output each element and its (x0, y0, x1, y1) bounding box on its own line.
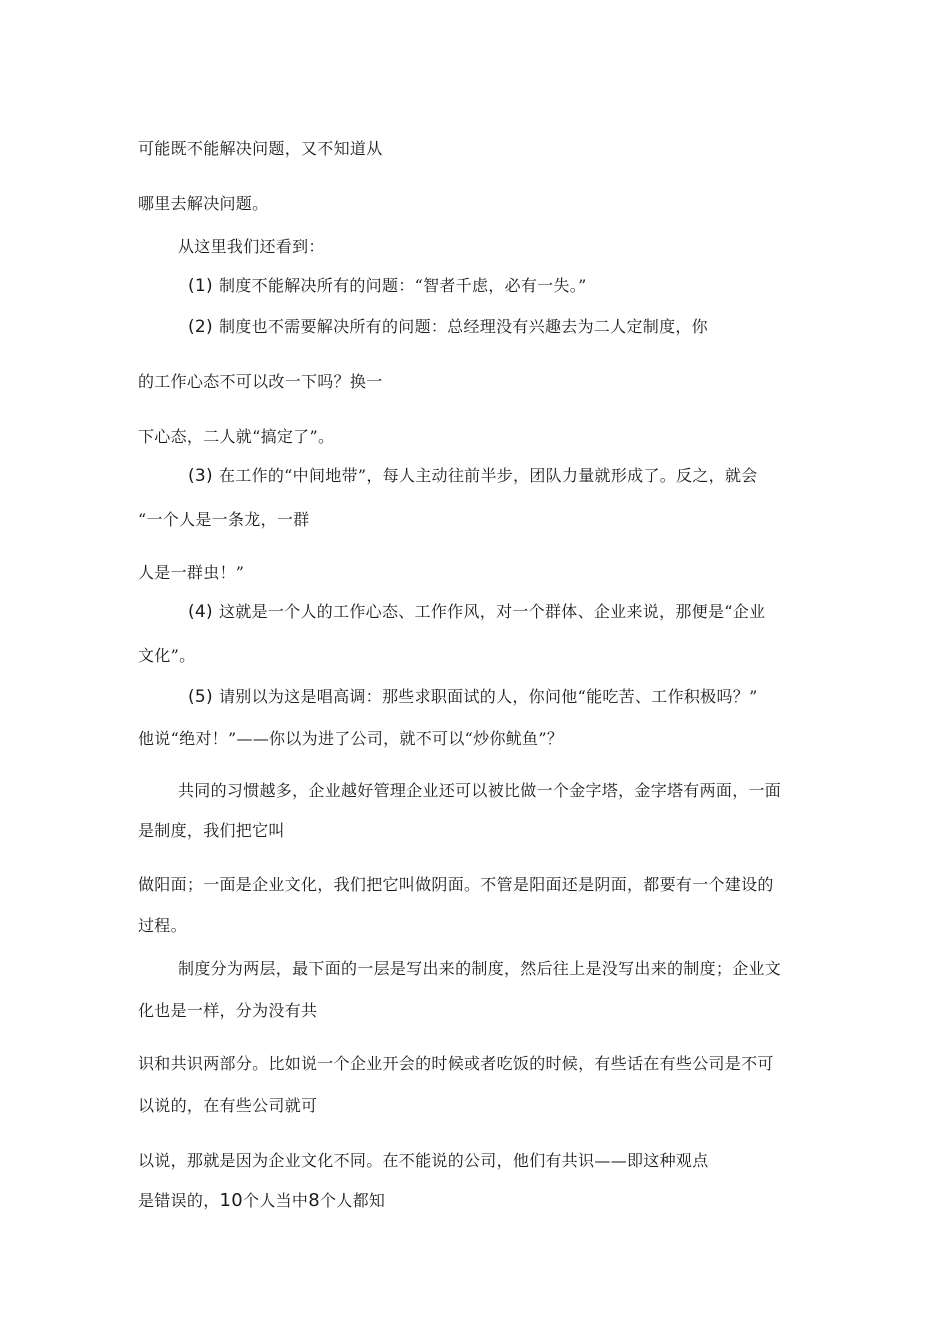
list-item-text: 制度也不需要解决所有的问题：总经理没有兴趣去为二人定制度，你 (218, 317, 708, 336)
text-segment: 是错误的， (138, 1191, 220, 1210)
text-line: 以说，那就是因为企业文化不同。在不能说的公司，他们有共识——即这种观点 (138, 1151, 709, 1170)
list-item (188, 686, 758, 708)
list-item (188, 601, 765, 623)
text-line: 以说的，在有些公司就可 (138, 1096, 318, 1115)
text-segment: 个人都知 (320, 1191, 386, 1210)
list-item (188, 316, 708, 338)
list-marker: (4) (188, 602, 213, 622)
text-line: 共同的习惯越多，企业越好管理企业还可以被比做一个金字塔，金字塔有两面，一面 (178, 781, 782, 800)
list-item (188, 465, 758, 487)
text-line: 从这里我们还看到： (178, 237, 325, 256)
text-line: 他说“绝对！”——你以为进了公司，就不可以“炒你鱿鱼”？ (138, 729, 564, 748)
number-eight: 8 (308, 1190, 320, 1211)
text-line: 人是一群虫！” (138, 563, 245, 582)
text-line: 化也是一样，分为没有共 (138, 1001, 318, 1020)
list-item-text: 这就是一个人的工作心态、工作作风，对一个群体、企业来说，那便是“企业 (218, 602, 766, 621)
number-ten: 10 (219, 1190, 244, 1211)
text-line: 下心态，二人就“搞定了”。 (138, 427, 335, 446)
list-item-text: 请别以为这是唱高调：那些求职面试的人，你问他“能吃苦、工作积极吗？” (218, 687, 758, 706)
text-line: 文化”。 (138, 646, 196, 665)
text-line: 过程。 (138, 916, 187, 935)
text-line: 是制度，我们把它叫 (138, 821, 285, 840)
text-line: “一个人是一条龙，一群 (138, 510, 310, 529)
list-item-text: 制度不能解决所有的问题：“智者千虑，必有一失。” (218, 276, 587, 295)
list-item (188, 275, 587, 297)
text-line: 的工作心态不可以改一下吗？换一 (138, 372, 383, 391)
list-marker: (3) (188, 466, 213, 486)
list-marker: (5) (188, 687, 213, 707)
list-item-text: 在工作的“中间地带”，每人主动往前半步，团队力量就形成了。反之，就会 (218, 466, 758, 485)
text-segment: 个人当中 (243, 1191, 309, 1210)
text-line: 识和共识两部分。比如说一个企业开会的时候或者吃饭的时候，有些话在有些公司是不可 (138, 1054, 774, 1073)
text-line: 哪里去解决问题。 (138, 194, 269, 213)
text-line: 可能既不能解决问题，又不知道从 (138, 139, 383, 158)
list-marker: (2) (188, 317, 213, 337)
text-line: 制度分为两层，最下面的一层是写出来的制度，然后往上是没写出来的制度；企业文 (178, 959, 782, 978)
text-line: 做阳面；一面是企业文化，我们把它叫做阴面。不管是阳面还是阴面，都要有一个建设的 (138, 875, 774, 894)
list-marker: (1) (188, 276, 213, 296)
text-line (138, 1190, 385, 1212)
